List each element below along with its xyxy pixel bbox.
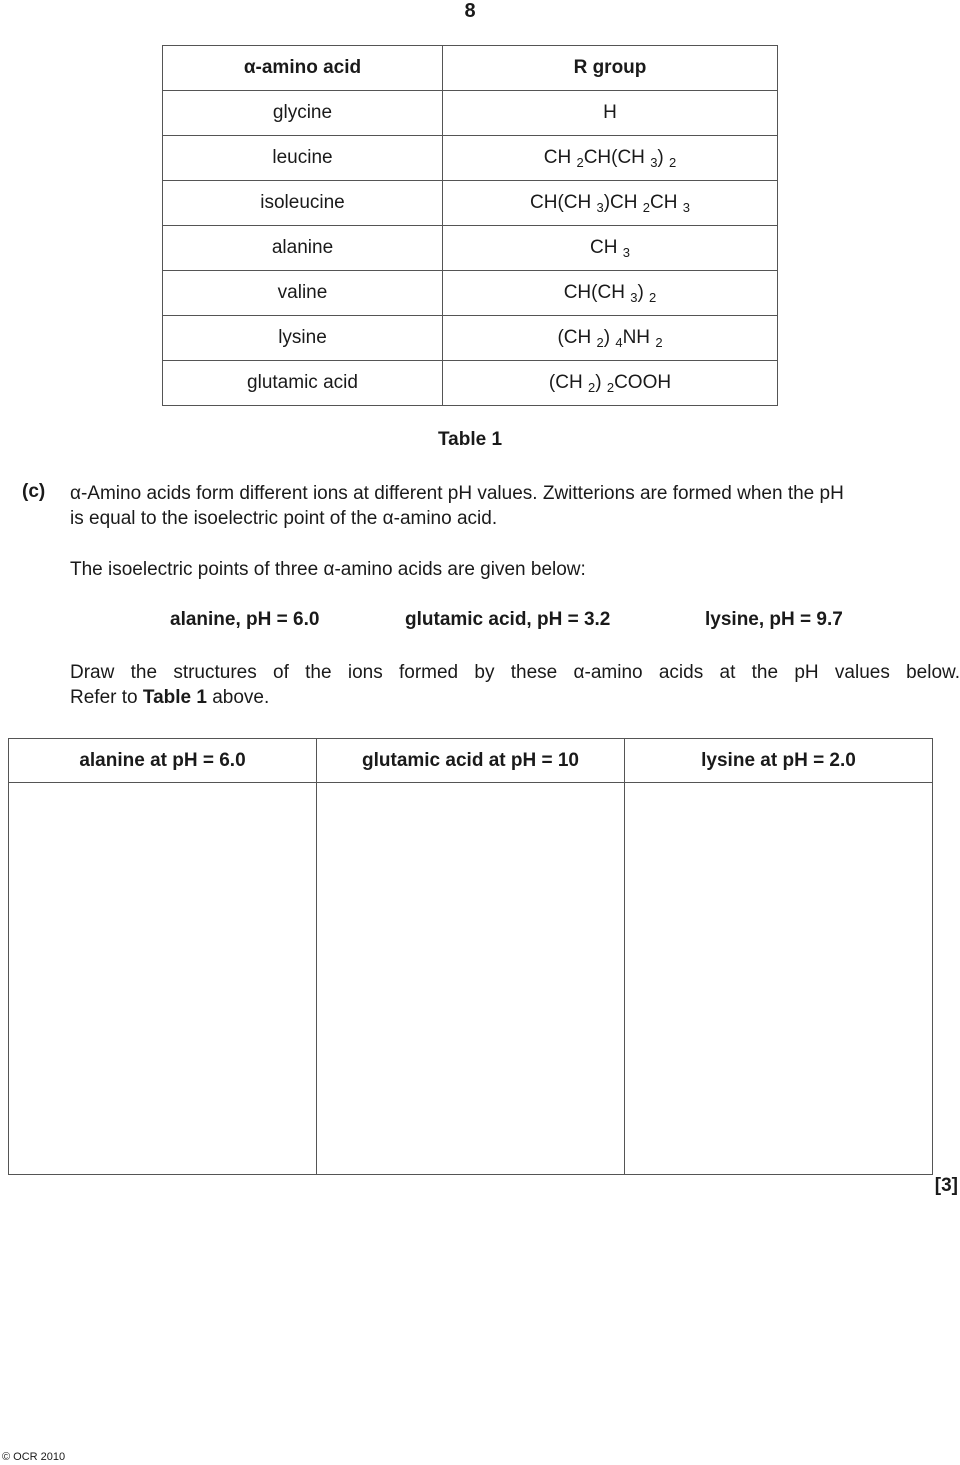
answer-box-lysine[interactable] [625,783,933,1175]
formula-subscript: 2 [642,200,651,215]
r-group-formula [443,91,778,136]
r-group-formula [443,181,778,226]
table-row [163,136,778,181]
intro-line-2: is equal to the isoelectric point of the α-amino acid. [70,508,498,529]
formula-text: )CH [603,192,643,213]
formula-text: (CH [548,372,588,393]
formula-text: CH(CH [583,147,651,168]
formula-subscript: 3 [622,245,630,260]
formula-text: H [603,102,617,123]
amino-acid-name: glycine [163,91,443,136]
table-header-r-group: R group [443,46,778,91]
formula-subscript: 2 [669,155,677,170]
table-row [163,271,778,316]
table-row [163,91,778,136]
answer-header-glutamic-acid: glutamic acid at pH = 10 [317,739,625,783]
r-group-formula [443,136,778,181]
table-row [163,316,778,361]
intro-line-1: α-Amino acids form different ions at different pH values. Zwitterions are formed when the pH [70,483,844,504]
formula-subscript: 2 [576,155,584,170]
formula-text: ) [637,282,650,303]
question-label: (c) [22,481,46,502]
r-group-formula [443,271,778,316]
formula-subscript: 2 [655,335,663,350]
instruction-table-ref: Table 1 [142,687,207,708]
table-header-amino-acid: α-amino acid [163,46,443,91]
formula-text: CH [590,237,623,258]
formula-text: ) [657,147,670,168]
iso-point-glutamic-acid: glutamic acid, pH = 3.2 [405,609,611,630]
instruction-line-2 [70,685,960,710]
instruction-above: above. [206,687,270,708]
formula-subscript: 2 [596,335,604,350]
marks-allocation: [3] [934,1175,958,1196]
instruction-line-1: Draw the structures of the ions formed by these α-amino acids at the pH values below. [70,662,960,683]
iso-point-lysine: lysine, pH = 9.7 [705,609,843,630]
amino-acid-name: glutamic acid [163,361,443,406]
page-number: 8 [464,0,476,22]
amino-acid-name: isoleucine [163,181,443,226]
formula-text: NH [622,327,656,348]
isoelectric-intro: The isoelectric points of three α-amino acids are given below: [70,559,586,580]
iso-point-alanine: alanine, pH = 6.0 [170,609,320,630]
formula-subscript: 3 [630,290,638,305]
formula-text: ) [595,372,607,393]
formula-text: ) [603,327,616,348]
amino-acid-table [162,45,778,406]
table-row [163,226,778,271]
answer-table [8,738,933,1175]
r-group-formula [443,226,778,271]
formula-subscript: 3 [596,200,604,215]
amino-acid-name: leucine [163,136,443,181]
table-row [163,181,778,226]
answer-box-glutamic-acid[interactable] [317,783,625,1175]
formula-text: CH(CH [563,282,631,303]
r-group-formula [443,361,778,406]
table-caption: Table 1 [437,429,503,450]
amino-acid-name: lysine [163,316,443,361]
formula-subscript: 2 [606,380,615,395]
formula-subscript: 3 [682,200,690,215]
answer-header-alanine: alanine at pH = 6.0 [9,739,317,783]
formula-text: CH [543,147,577,168]
amino-acid-name: valine [163,271,443,316]
table-row [163,361,778,406]
formula-text: CH [650,192,683,213]
amino-acid-name: alanine [163,226,443,271]
formula-subscript: 2 [587,380,596,395]
formula-subscript: 4 [615,335,623,350]
instruction-refer: Refer to [70,687,143,708]
formula-text: CH(CH [530,192,597,213]
formula-subscript: 3 [650,155,658,170]
formula-subscript: 2 [649,290,657,305]
answer-header-lysine: lysine at pH = 2.0 [625,739,933,783]
formula-text: COOH [614,372,672,393]
answer-box-alanine[interactable] [9,783,317,1175]
copyright-footer: © OCR 2010 [2,1451,66,1463]
formula-text: (CH [557,327,597,348]
r-group-formula [443,316,778,361]
